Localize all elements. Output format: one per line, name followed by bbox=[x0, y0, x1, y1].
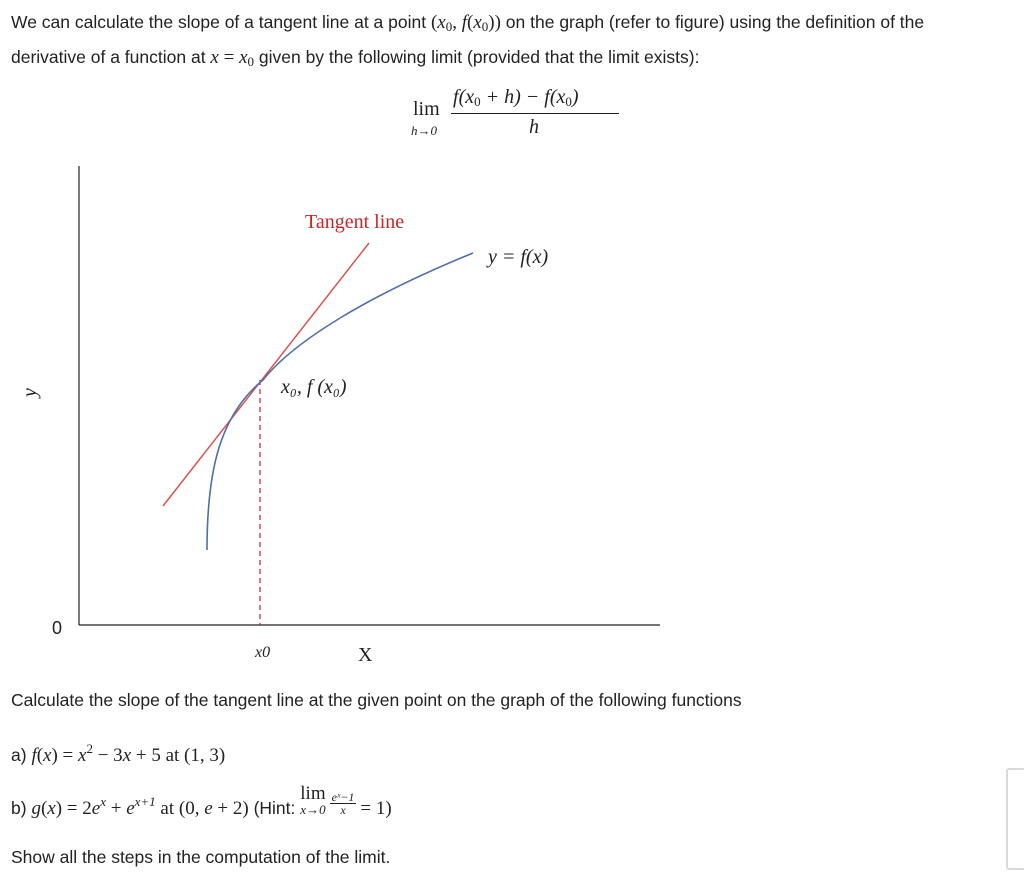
x-axis-label: X bbox=[358, 644, 373, 666]
hint-fraction bbox=[330, 791, 357, 816]
hint-equals: = 1) bbox=[360, 798, 392, 819]
limit-numerator: $f(x_0 + h) - f(x_0)$ bbox=[453, 86, 579, 109]
y-axis-label: y bbox=[19, 388, 41, 397]
intro-text-1: We can calculate the slope of a tangent line at a point bbox=[11, 12, 431, 32]
fraction-bar bbox=[451, 113, 619, 114]
intro-paragraph bbox=[11, 7, 1021, 77]
limit-denominator: h bbox=[529, 116, 539, 138]
hint-limit bbox=[300, 784, 325, 817]
hint-label: (Hint: bbox=[253, 798, 301, 818]
intro-text-2: on the graph (refer to figure) using the definition of the bbox=[500, 12, 925, 32]
part-a-label: a) bbox=[11, 745, 32, 765]
part-a-expression: $f(x) = x^2 - 3x + 5$ at (1, 3) bbox=[31, 741, 226, 766]
derivative-limit bbox=[405, 86, 635, 146]
hint-lim-word: lim bbox=[300, 783, 326, 804]
x0-tick-label: x0 bbox=[255, 644, 271, 661]
part-a bbox=[11, 734, 1021, 771]
hint-numerator: eˣ−1 bbox=[331, 789, 355, 804]
hint-lim-subscript: x→0 bbox=[300, 802, 326, 817]
part-b-expression: $g(x) = 2e^x + e^{x+1}$ at (0, e + 2) bbox=[31, 794, 249, 819]
origin-label: 0 bbox=[52, 618, 63, 638]
tangent-line bbox=[163, 243, 369, 506]
x-equals-expression: $x = x_0$ bbox=[210, 47, 255, 69]
tangent-figure bbox=[0, 160, 700, 670]
point-expression: ($x_0$, $f(x_0)$) bbox=[430, 12, 501, 34]
question-prompt: Calculate the slope of the tangent line at the given point on the graph of the following functions bbox=[11, 690, 742, 710]
intro-text-3: derivative of a function at bbox=[11, 47, 211, 67]
intro-text-4: given by the following limit (provided that the limit exists): bbox=[254, 47, 700, 67]
limit-subscript: h→0 bbox=[411, 123, 437, 138]
tangent-label: Tangent line bbox=[305, 211, 405, 233]
instruction-footer: Show all the steps in the computation of the limit. bbox=[11, 847, 391, 867]
answer-box[interactable] bbox=[1006, 768, 1024, 870]
curve-label: y = f(x) bbox=[488, 246, 549, 268]
function-curve bbox=[207, 253, 473, 550]
point-label: x₀, f (x₀) bbox=[281, 376, 347, 398]
hint-denominator: x bbox=[340, 802, 346, 817]
limit-word: lim bbox=[413, 98, 440, 120]
part-b-label: b) bbox=[11, 798, 32, 818]
part-b bbox=[11, 784, 1021, 824]
